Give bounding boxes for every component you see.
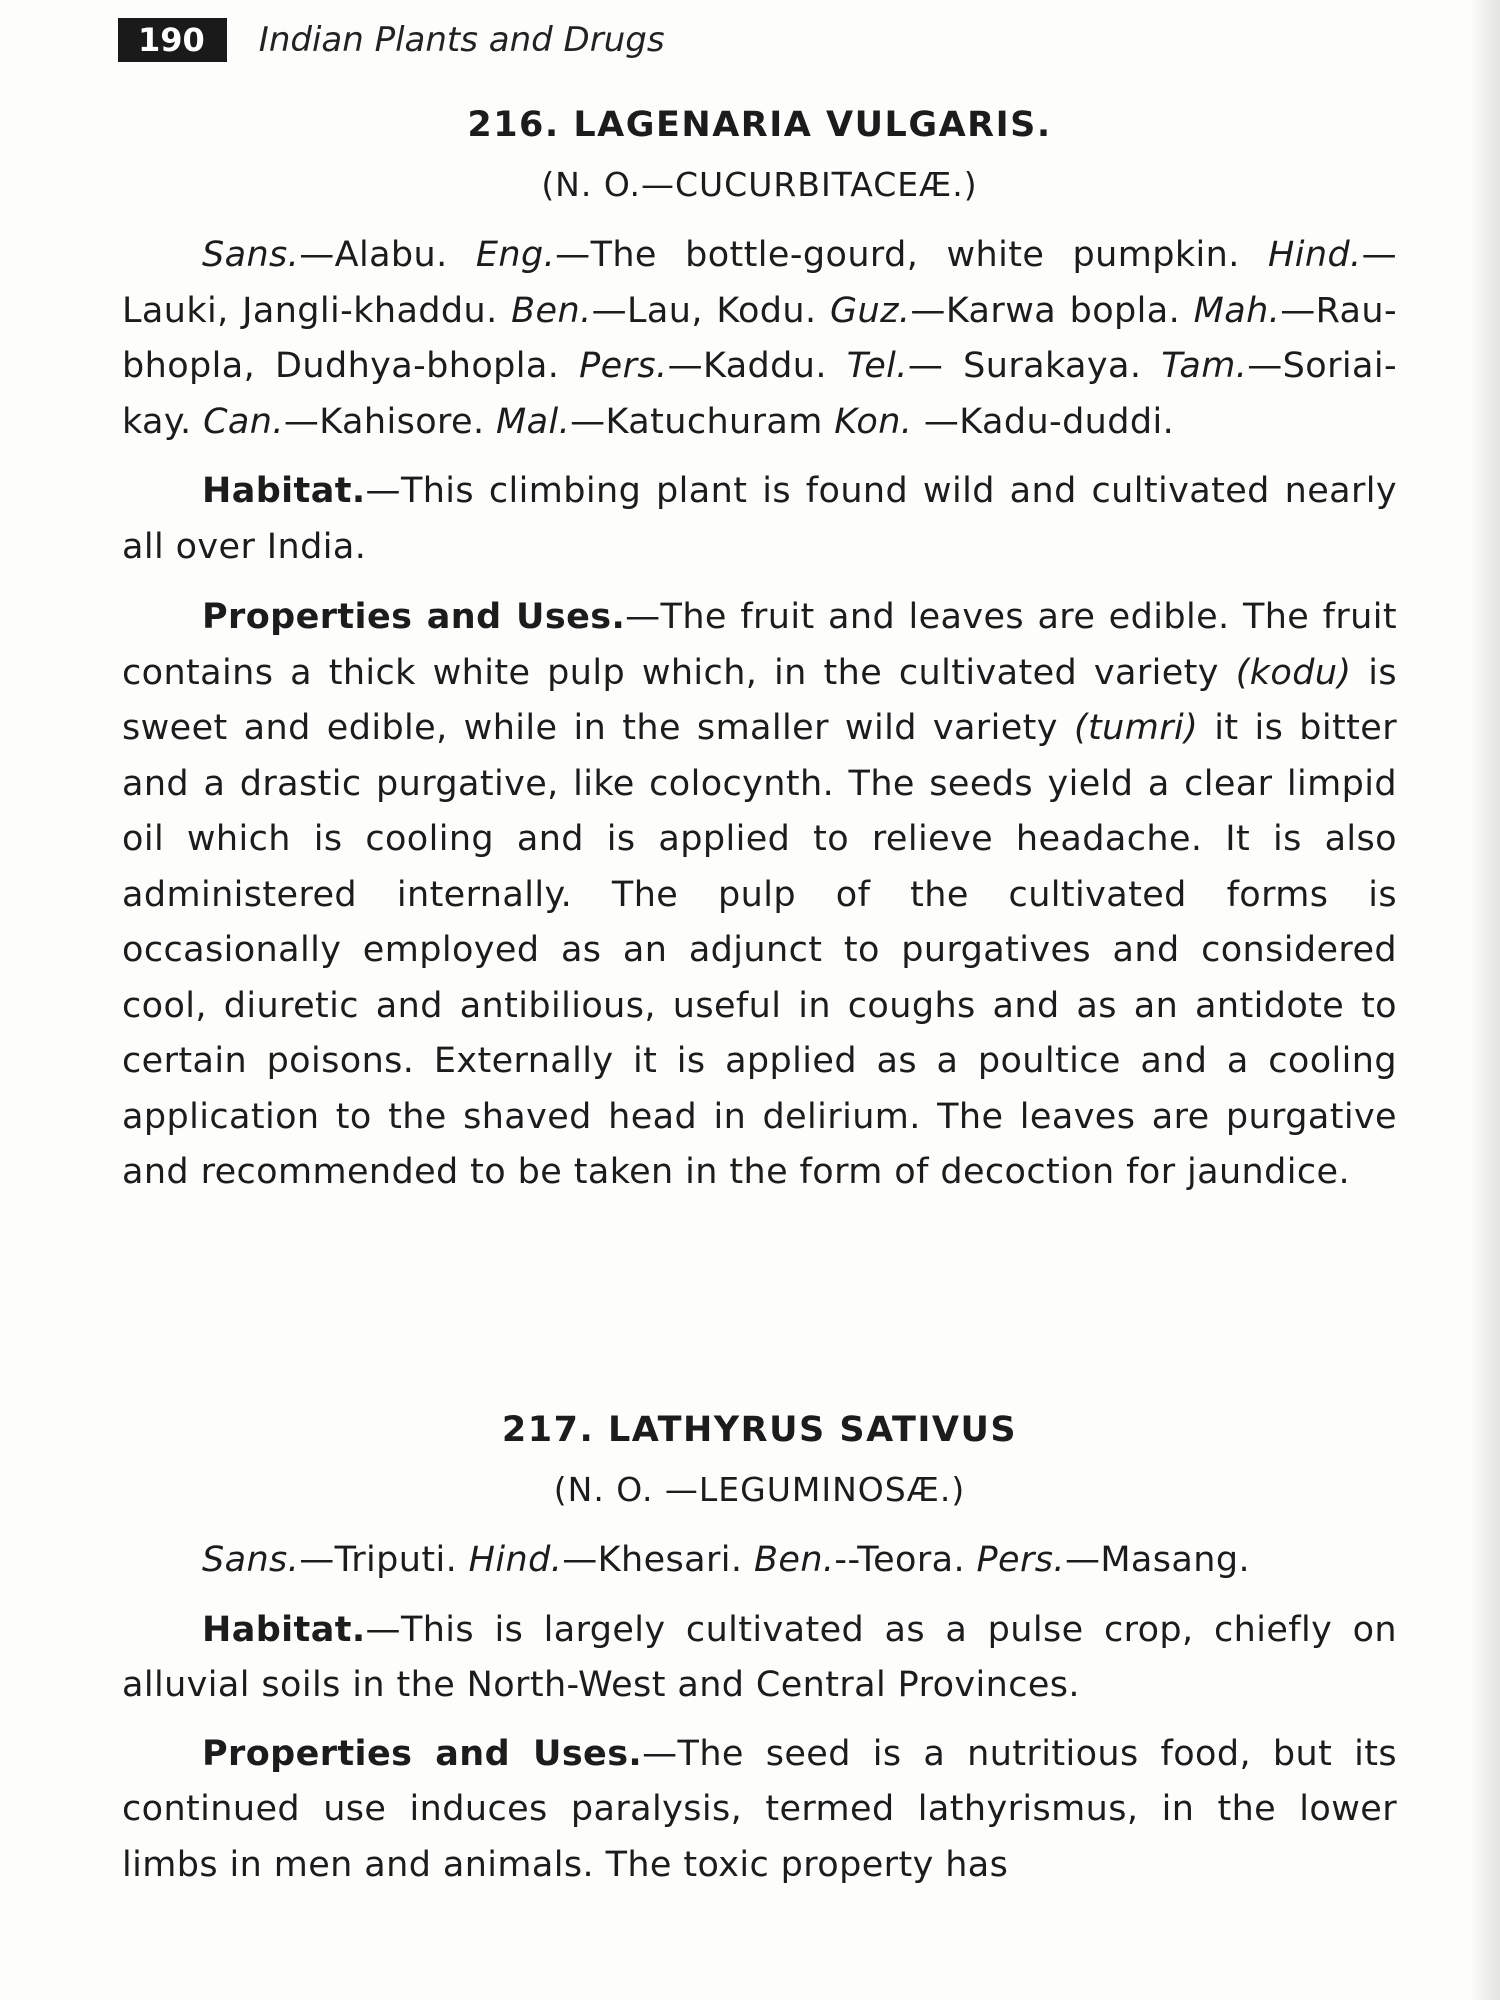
vernacular-name: —Karwa bopla. — [910, 290, 1194, 331]
habitat-paragraph — [122, 1603, 1397, 1714]
lang-label: Ben. — [511, 290, 592, 331]
vernacular-name: —Katuchuram — [570, 401, 835, 442]
running-title: Indian Plants and Drugs — [258, 20, 665, 60]
uses-paragraph — [122, 1727, 1397, 1894]
vernacular-name: —Lauki, Jangli-khaddu. — [122, 235, 1397, 331]
uses-label: Properties and Uses. — [202, 597, 626, 637]
lang-label: Sans. — [202, 1540, 300, 1580]
uses-text: —The seed is a nutritious food, but its continued use induces paralysis, termed lathyrismus, in the lower limbs in men and animals. The toxic property has — [122, 1733, 1398, 1885]
uses-paragraph — [122, 590, 1397, 1201]
lang-label: Can. — [203, 401, 284, 442]
vernacular-name: —Khesari. — [562, 1540, 754, 1580]
habitat-text: —This climbing plant is found wild and cultivated nearly all over India. — [122, 471, 1397, 567]
entry-heading: 217. LATHYRUS SATIVUS — [501, 1410, 1018, 1450]
lang-label: Tam. — [1161, 346, 1248, 386]
vernacular-name: --Teora. — [834, 1540, 977, 1580]
lang-label: Ben. — [753, 1540, 835, 1580]
lang-label: Mal. — [496, 401, 571, 442]
page-edge-shadow — [1470, 0, 1500, 2000]
vernacular-names — [122, 228, 1397, 450]
vernacular-name: —Alabu. — [299, 235, 476, 275]
lang-label: Hind. — [468, 1540, 563, 1580]
page-header — [118, 18, 665, 62]
vernacular-name: —Masang. — [1064, 1540, 1250, 1580]
vernacular-name: —The bottle-gourd, white pumpkin. — [555, 235, 1269, 275]
uses-label: Properties and Uses. — [202, 1733, 643, 1774]
uses-text: is sweet and edible, while in the smaller wild variety — [122, 652, 1397, 748]
lang-label: Pers. — [579, 346, 668, 386]
lang-label: Pers. — [976, 1540, 1065, 1580]
page-number: 190 — [118, 18, 227, 62]
lang-label: Kon. — [834, 401, 913, 442]
uses-text: —The fruit and leaves are edible. The fruit contains a thick white pulp which, in the cultivated variety — [122, 597, 1397, 693]
natural-order: (N. O. —LEGUMINOSÆ.) — [553, 1470, 966, 1509]
vernacular-name: —Kadu-duddi. — [912, 401, 1175, 442]
vernacular-name: —Triputi. — [299, 1540, 469, 1580]
habitat-label: Habitat. — [202, 471, 366, 511]
lang-label: Hind. — [1268, 235, 1362, 275]
vernacular-name: —Lau, Kodu. — [591, 290, 831, 331]
lang-label: Eng. — [475, 235, 556, 275]
vernacular-name: —Kaddu. — [667, 346, 847, 386]
habitat-label: Habitat. — [202, 1609, 366, 1650]
lang-label: Tel. — [846, 346, 908, 386]
lang-label: Sans. — [202, 235, 300, 275]
variety-name-tumri: (tumri) — [1073, 708, 1199, 748]
vernacular-name: —Rau-bhopla, Dudhya-bhopla. — [122, 290, 1397, 386]
lang-label: Mah. — [1193, 290, 1281, 331]
natural-order: (N. O.—CUCURBITACEÆ.) — [541, 165, 978, 204]
lang-label: Guz. — [830, 290, 911, 331]
habitat-text: —This is largely cultivated as a pulse crop, chiefly on alluvial soils in the North-West and Central Provinces. — [122, 1609, 1397, 1705]
vernacular-names — [122, 1533, 1397, 1589]
habitat-paragraph — [122, 464, 1397, 575]
entry-lagenaria-vulgaris — [122, 100, 1397, 1201]
uses-text: it is bitter and a drastic purgative, like colocynth. The seeds yield a clear limpid oil which is cooling and is applied to relieve headache. It is also administered internally. The pulp of the cultivated forms is occasionally employed as an adjunct to purgatives and considered cool, diuretic and antibilious, useful in coughs and as an antidote to certain poisons. Externally it is applied as a poultice and a cooling application to the shaved head in delirium. The leaves are purgative and recommended to be taken in the form of decoction for jaundice. — [122, 708, 1397, 1192]
entry-heading: 216. LAGENARIA VULGARIS. — [467, 105, 1052, 145]
vernacular-name: —Soriai-kay. — [122, 346, 1397, 442]
variety-name-kodu: (kodu) — [1235, 652, 1352, 693]
vernacular-name: — Surakaya. — [907, 346, 1162, 386]
entry-lathyrus-sativus — [122, 1405, 1397, 1893]
vernacular-name: —Kahisore. — [283, 401, 497, 442]
